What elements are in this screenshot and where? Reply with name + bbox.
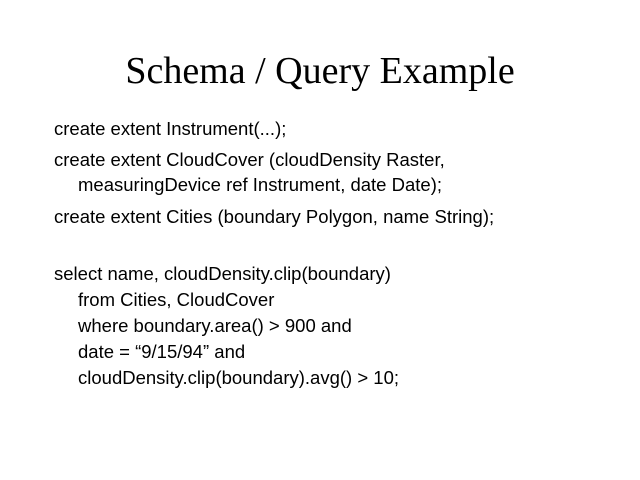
query-line-2: from Cities, CloudCover (78, 289, 275, 310)
query-line-3: where boundary.area() > 900 and (78, 315, 352, 336)
slide-title: Schema / Query Example (125, 50, 515, 92)
schema-line-2: create extent CloudCover (cloudDensity Raster, (54, 149, 445, 170)
schema-line-4: create extent Cities (boundary Polygon, name String); (54, 206, 495, 227)
query-line-4: date = “9/15/94” and (78, 341, 246, 362)
query-line-5: cloudDensity.clip(boundary).avg() > 10; (78, 367, 399, 388)
schema-line-3: measuringDevice ref Instrument, date Date); (78, 174, 442, 195)
query-line-1: select name, cloudDensity.clip(boundary) (54, 263, 391, 284)
schema-line-1: create extent Instrument(...); (54, 118, 287, 139)
